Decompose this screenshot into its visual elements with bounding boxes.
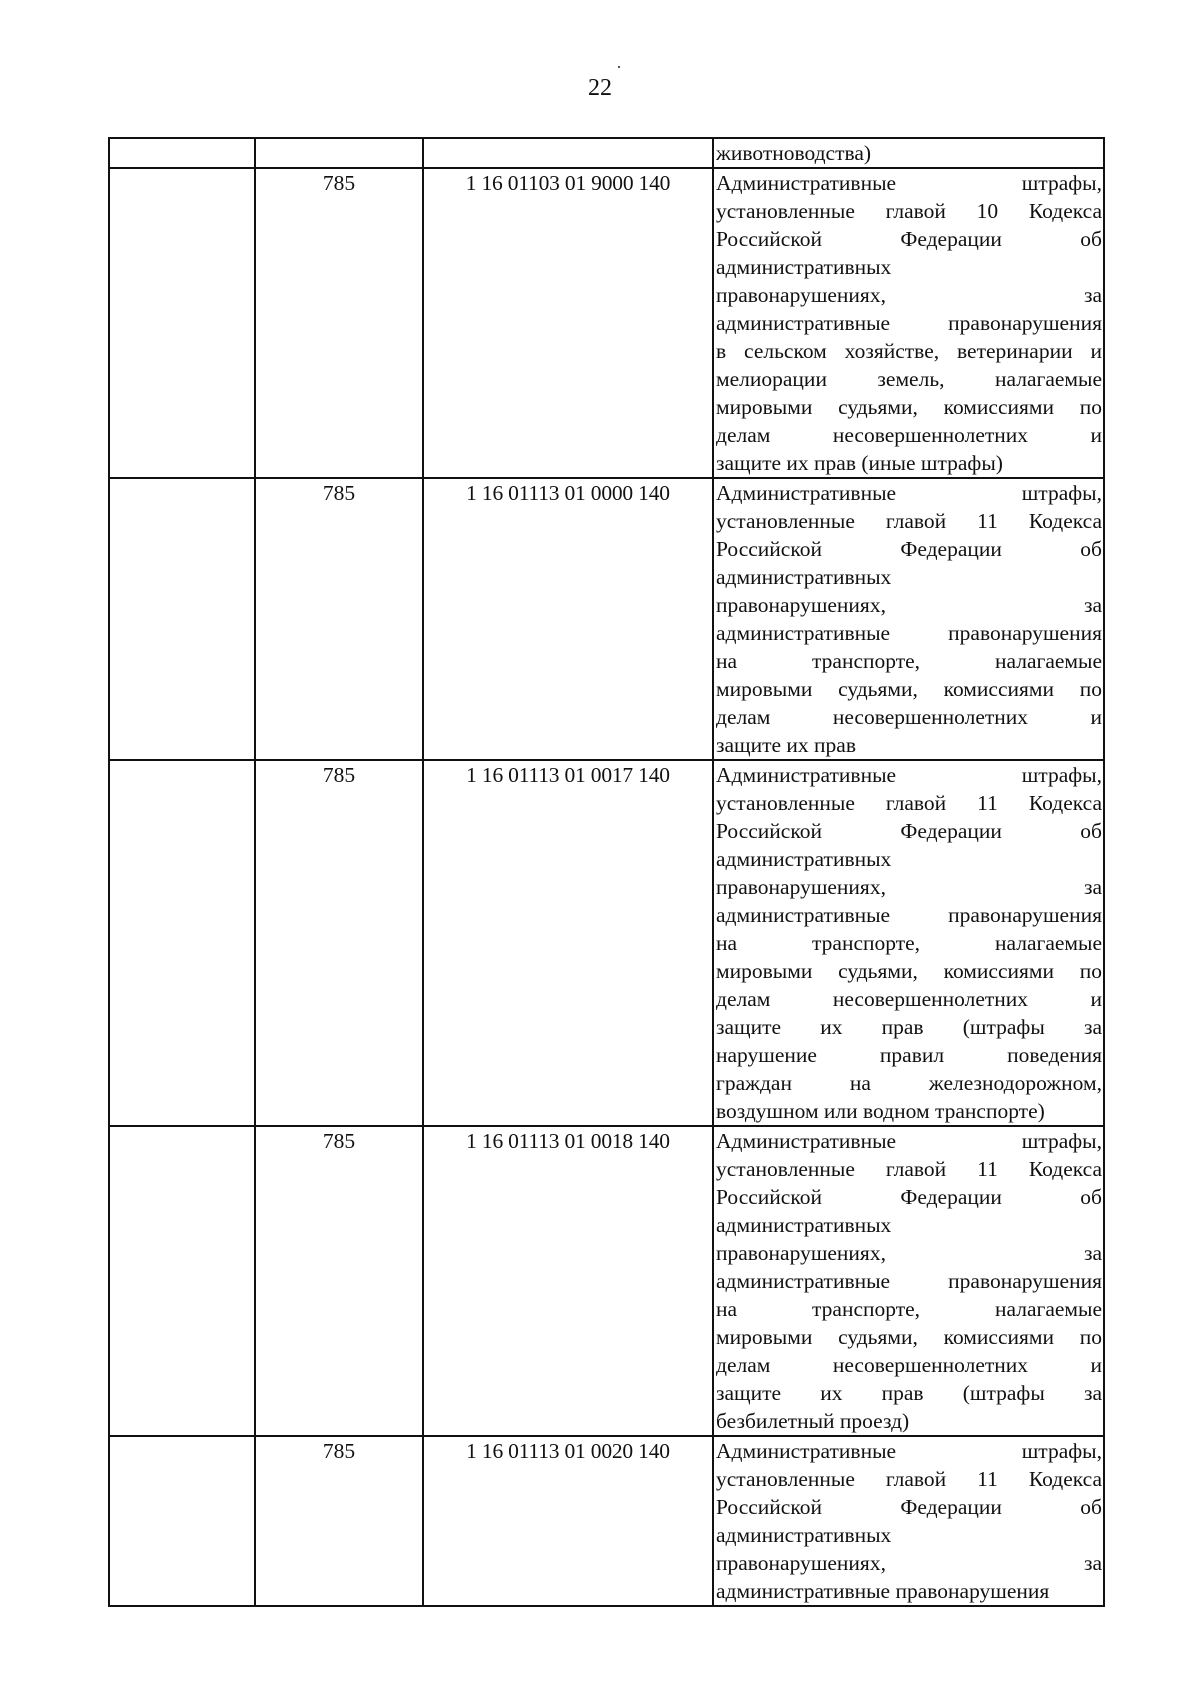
empty-cell [423, 138, 713, 168]
continuation-text: животноводства) [716, 141, 872, 165]
continuation-row [109, 138, 1104, 168]
description-line: воздушном или водном транспорте) [716, 1099, 1045, 1123]
description-line: Российской Федерации об [716, 537, 1102, 561]
description-line: установленные главой 11 Кодекса [716, 509, 1102, 533]
description-line: административные правонарушения [716, 621, 1102, 645]
kbk-code-cell: 1 16 01113 01 0000 140 [423, 478, 713, 760]
description-line: правонарушениях, за [716, 1551, 1102, 1575]
description-line: административные правонарушения [716, 903, 1102, 927]
description-line: правонарушениях, за [716, 875, 1102, 899]
empty-cell [109, 760, 255, 1126]
description-line: делам несовершеннолетних и [716, 423, 1102, 447]
description-line: мелиорации земель, налагаемые [716, 367, 1102, 391]
description-line: делам несовершеннолетних и [716, 1353, 1102, 1377]
description-line: административных [716, 565, 892, 589]
description-line: делам несовершеннолетних и [716, 705, 1102, 729]
description-cell [713, 168, 1104, 478]
page-number: 22 [588, 75, 612, 101]
table-row [109, 478, 1104, 760]
description-line: защите их прав (штрафы за [716, 1381, 1102, 1405]
description-line: административных [716, 255, 892, 279]
description-line: мировыми судьями, комиссиями по [716, 1325, 1102, 1349]
kbk-code-cell: 1 16 01113 01 0020 140 [423, 1436, 713, 1606]
admin-code-cell: 785 [255, 478, 423, 760]
description-line: административных [716, 1213, 892, 1237]
description-line: административные правонарушения [716, 1579, 1050, 1603]
description-line: административных [716, 847, 892, 871]
description-line: защите их прав [716, 733, 856, 757]
description-line: на транспорте, налагаемые [716, 649, 1102, 673]
empty-cell [109, 478, 255, 760]
description-line: Административные штрафы, [716, 1439, 1102, 1463]
table-row [109, 1126, 1104, 1436]
description-cell [713, 1126, 1104, 1436]
empty-cell [109, 168, 255, 478]
description-line: Российской Федерации об [716, 1495, 1102, 1519]
table-row [109, 760, 1104, 1126]
description-line: защите их прав (штрафы за [716, 1015, 1102, 1039]
description-line: Административные штрафы, [716, 171, 1102, 195]
empty-cell [109, 1126, 255, 1436]
description-line: административные правонарушения [716, 1269, 1102, 1293]
description-cell [713, 760, 1104, 1126]
description-line: Российской Федерации об [716, 1185, 1102, 1209]
description-line: Российской Федерации об [716, 227, 1102, 251]
admin-code-cell: 785 [255, 168, 423, 478]
description-line: мировыми судьями, комиссиями по [716, 395, 1102, 419]
description-line: безбилетный проезд) [716, 1409, 910, 1433]
kbk-code-cell: 1 16 01113 01 0017 140 [423, 760, 713, 1126]
description-line: в сельском хозяйстве, ветеринарии и [716, 339, 1102, 363]
description-line: Административные штрафы, [716, 481, 1102, 505]
description-line: установленные главой 10 Кодекса [716, 199, 1102, 223]
kbk-code-cell: 1 16 01103 01 9000 140 [423, 168, 713, 478]
description-line: на транспорте, налагаемые [716, 931, 1102, 955]
description-line: граждан на железнодорожном, [716, 1071, 1102, 1095]
description-cell [713, 478, 1104, 760]
description-line: административные правонарушения [716, 311, 1102, 335]
description-line: правонарушениях, за [716, 283, 1102, 307]
description-line: административных [716, 1523, 892, 1547]
scan-speck [618, 66, 620, 68]
description-line: правонарушениях, за [716, 593, 1102, 617]
description-line: мировыми судьями, комиссиями по [716, 959, 1102, 983]
description-line: установленные главой 11 Кодекса [716, 1157, 1102, 1181]
description-cell [713, 1436, 1104, 1606]
admin-code-cell: 785 [255, 1436, 423, 1606]
kbk-code-cell: 1 16 01113 01 0018 140 [423, 1126, 713, 1436]
admin-code-cell: 785 [255, 760, 423, 1126]
description-line: Российской Федерации об [716, 819, 1102, 843]
description-line: установленные главой 11 Кодекса [716, 791, 1102, 815]
empty-cell [109, 138, 255, 168]
description-line: нарушение правил поведения [716, 1043, 1102, 1067]
description-line: делам несовершеннолетних и [716, 987, 1102, 1011]
admin-code-cell: 785 [255, 1126, 423, 1436]
description-line: на транспорте, налагаемые [716, 1297, 1102, 1321]
description-line: защите их прав (иные штрафы) [716, 451, 1003, 475]
description-line: мировыми судьями, комиссиями по [716, 677, 1102, 701]
continuation-cell [713, 138, 1104, 168]
fines-table [108, 137, 1105, 1607]
description-line: Административные штрафы, [716, 1129, 1102, 1153]
table-row [109, 168, 1104, 478]
empty-cell [109, 1436, 255, 1606]
description-line: правонарушениях, за [716, 1241, 1102, 1265]
empty-cell [255, 138, 423, 168]
description-line: Административные штрафы, [716, 763, 1102, 787]
description-line: установленные главой 11 Кодекса [716, 1467, 1102, 1491]
table-row [109, 1436, 1104, 1606]
